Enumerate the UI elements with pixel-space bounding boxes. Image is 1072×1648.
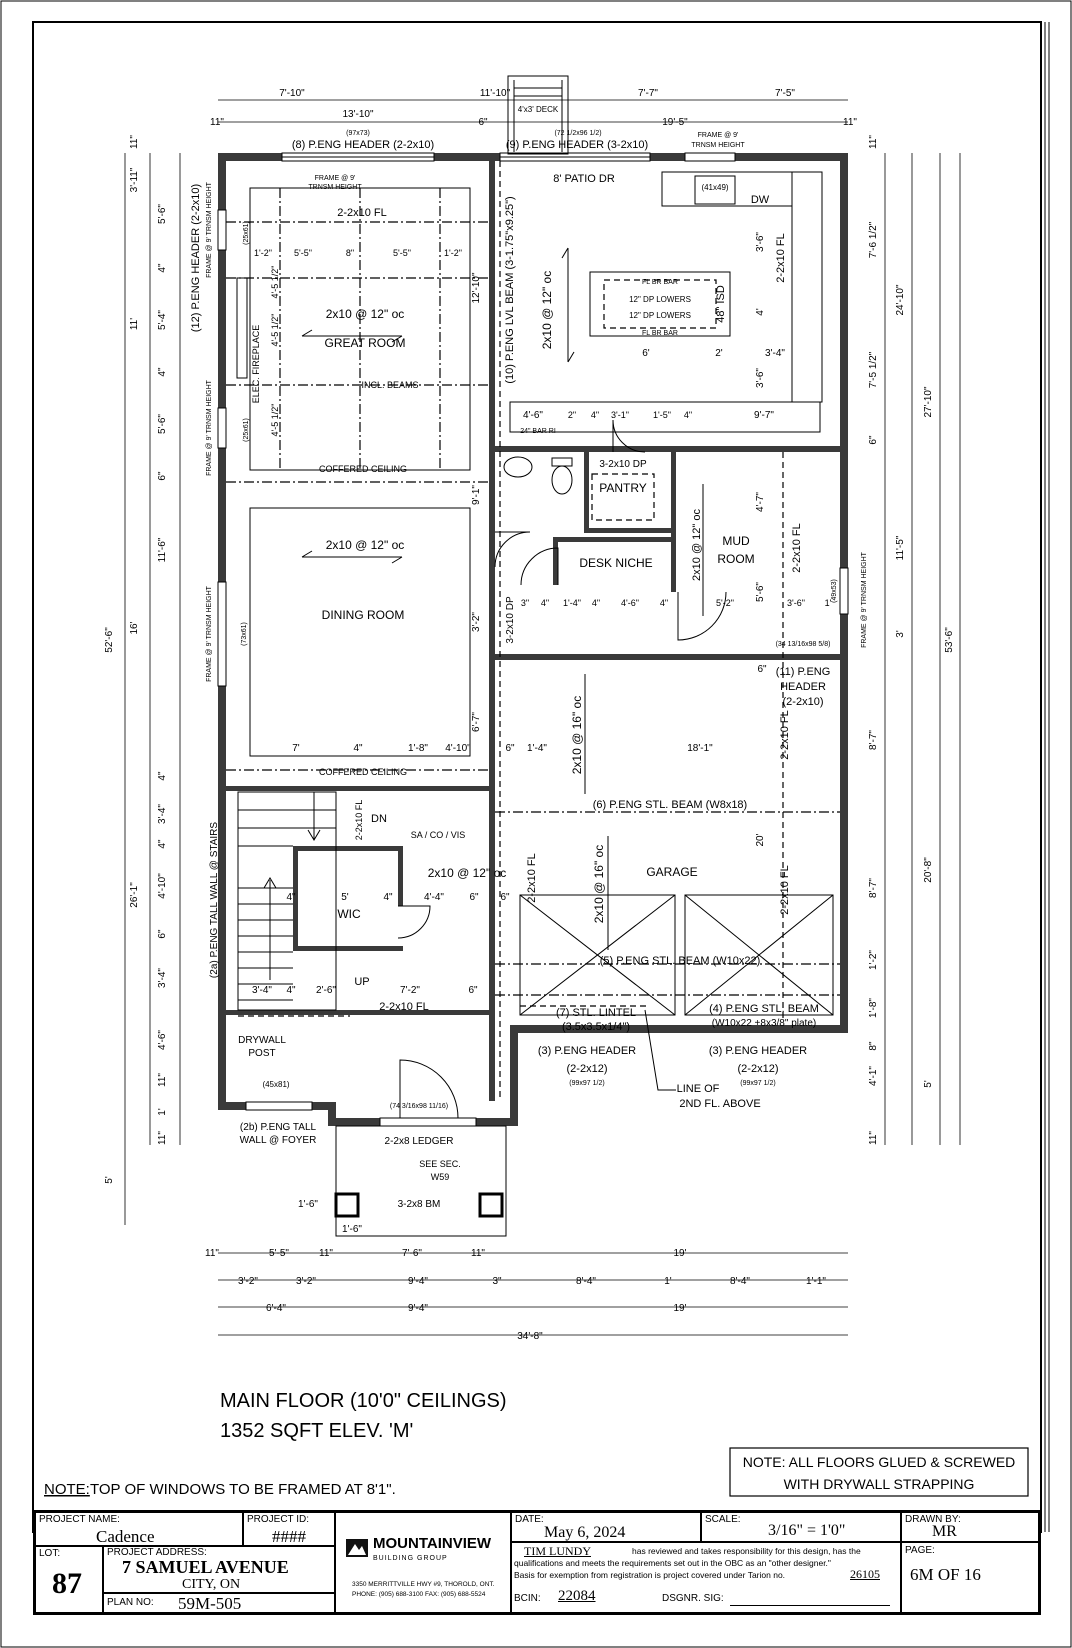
stairs-dim-4a: 4"	[286, 892, 296, 903]
dim-r1-5: 3'	[895, 630, 906, 638]
window-97x73: (97x73)	[346, 130, 370, 137]
room-pantry: PANTRY	[599, 481, 647, 495]
dim-l1-13: 3'-4"	[157, 968, 168, 988]
kit-dim-334: 3'-4"	[765, 348, 785, 359]
header-3a: (3) P.ENG HEADER	[537, 1045, 637, 1057]
dim-l2-3: 26'-1"	[129, 882, 140, 908]
fl-great: 2-2x10 FL	[337, 207, 387, 219]
frame-kit-1: FRAME @ 9'	[697, 132, 739, 139]
note-floors-line2: WITH DRYWALL STRAPPING	[783, 1476, 975, 1492]
deck-label: 4'x3' DECK	[517, 105, 559, 114]
garage-dim-14: 1'-4"	[527, 743, 547, 754]
dim-bot-r3-2: 9'-4"	[408, 1303, 428, 1314]
dn-label: DN	[371, 813, 387, 825]
great-v-3: 4'-5 1/2"	[270, 313, 280, 347]
dining-dim-91: 9'-1"	[471, 485, 482, 505]
header-8-label: (8) P.ENG HEADER (2-2x10)	[291, 139, 435, 151]
note-windows-text: TOP OF WINDOWS TO BE FRAMED AT 8'1".	[90, 1481, 396, 1498]
dim-l2-0: 11"	[129, 135, 140, 149]
bar-row-3: 4"	[590, 410, 600, 420]
tall-wall-foyer-1: (2b) P.ENG TALL	[239, 1122, 317, 1133]
bar-row-6: 4"	[683, 410, 693, 420]
dim-top-r2-5: 11"	[843, 117, 857, 128]
dim-bot-r2-7: 8'-4"	[730, 1276, 750, 1287]
project-id-label: PROJECT ID:	[247, 1514, 310, 1525]
dim-bot-r2-1: 3'-2"	[238, 1276, 258, 1287]
bcin-value: 22084	[558, 1588, 596, 1604]
header-3b-rough: (99x97 1/2)	[740, 1080, 776, 1087]
dim-l1-0: 3'-11"	[129, 167, 140, 193]
drawn-by-cell	[901, 1512, 1039, 1542]
dim-r3-0: 27'-10"	[923, 386, 934, 418]
porch-dim-16a: 1'-6"	[298, 1199, 318, 1210]
isd-label: 48" ISD	[715, 285, 727, 323]
page-label: PAGE:	[905, 1545, 935, 1556]
bm-3-label: 3-2x8 BM	[397, 1199, 441, 1210]
bcin-label: BCIN:	[514, 1593, 541, 1604]
plan-no-label: PLAN NO:	[107, 1597, 154, 1608]
stairs-dim-44: 4'-4"	[424, 892, 444, 903]
room-desk-niche: DESK NICHE	[579, 556, 653, 570]
header-3b-size: (2-2x12)	[737, 1063, 779, 1075]
dim-top-r2-1: 11"	[210, 117, 224, 128]
dim-bot-r1-4: 7'-6"	[402, 1248, 422, 1259]
plan-no: 59M-505	[178, 1594, 242, 1613]
stairs-dim-6b: 6"	[500, 892, 510, 903]
bar-row-1: 4'-6"	[523, 410, 543, 421]
windows	[218, 153, 848, 1126]
great-h-2: 5'-5"	[294, 248, 312, 258]
dim-l1-16: 1'	[157, 1108, 168, 1116]
plan-title-line1: MAIN FLOOR (10'0" CEILINGS)	[220, 1390, 507, 1412]
great-h-3: 8"	[345, 248, 355, 258]
dining-dim-32: 3'-2"	[471, 612, 482, 632]
dim-r1-7: 8'-7"	[868, 878, 879, 898]
company-sub: BUILDING GROUP	[373, 1555, 448, 1562]
dim-r1-12: 11"	[868, 1131, 879, 1145]
great-h-4: 5'-5"	[393, 248, 411, 258]
beam-5-label: (5) P.ENG STL. BEAM (W10x22)	[599, 955, 761, 967]
stairs-dim-5: 5'	[341, 892, 349, 903]
address-label: PROJECT ADDRESS:	[107, 1547, 207, 1558]
project-id-cell	[243, 1512, 335, 1546]
frame-kit-2: TRNSM HEIGHT	[691, 142, 745, 149]
garage-dim-6a: 6"	[505, 743, 515, 754]
dim-l1-12: 6"	[157, 929, 168, 939]
bar-row-5: 1'-5"	[653, 410, 671, 420]
responsibility-2: qualifications and meets the requirements set out in the OBC as an "other designer."	[514, 1558, 831, 1568]
tall-wall-stairs: (2a) P.ENG TALL WALL @ STAIRS	[209, 821, 220, 979]
project-id: ####	[272, 1527, 306, 1546]
dim-l1-2: 4"	[157, 263, 168, 273]
mud-row-5: 4'-6"	[621, 598, 639, 608]
date-value: May 6, 2024	[544, 1524, 626, 1541]
project-name-cell	[35, 1512, 243, 1546]
header-3a-rough: (99x97 1/2)	[569, 1080, 605, 1087]
dim-r1-9: 1'-8"	[868, 998, 879, 1018]
stairs-dim-6c: 6"	[468, 985, 478, 996]
date-label: DATE:	[515, 1514, 544, 1525]
dim-bot-r2-8: 1'-1"	[806, 1276, 826, 1287]
garage-dim-6b: 6"	[757, 664, 767, 675]
drywall-post-2: POST	[248, 1048, 276, 1059]
dim-top-3: 7'-7"	[638, 88, 658, 99]
dim-r1-4: 11'-5"	[895, 535, 906, 561]
fl-mud: 2-2x10 FL	[791, 523, 803, 573]
dining-dim-7: 7'	[292, 743, 300, 754]
porch-dim-16b: 1'-6"	[342, 1224, 362, 1235]
stairs-dim-6a: 6"	[469, 892, 479, 903]
mud-row-2: 4"	[540, 598, 550, 608]
dim-12-10: 12'-10"	[471, 272, 482, 304]
header-12-label: (12) P.ENG HEADER (2-2x10)	[190, 183, 202, 333]
header-3a-size: (2-2x12)	[566, 1063, 608, 1075]
frame-side-1: FRAME @ 9' TRNSM HEIGHT	[206, 182, 213, 278]
drawn-by-value: MR	[932, 1523, 957, 1540]
header-11-a: (11) P.ENG	[775, 666, 831, 678]
dim-l1-14: 4'-6"	[157, 1030, 168, 1050]
stairs-dim-72: 7'-2"	[400, 985, 420, 996]
incl-beams: INCL. BEAMS	[361, 380, 419, 390]
room-mud-1: MUD	[722, 534, 750, 548]
room-wic: WIC	[337, 907, 361, 921]
bar-ri: 24" BAR RI	[520, 428, 556, 435]
dim-l1-4: 4"	[157, 367, 168, 377]
joist-dining: 2x10 @ 12" oc	[325, 538, 405, 552]
dim-bot-r2-6: 1'	[664, 1276, 672, 1287]
frame-top-1: FRAME @ 9'	[314, 175, 356, 182]
responsibility-3: Basis for exemption from registration is project covered under Tarion no.	[514, 1570, 786, 1580]
garage-dim-47: 4'-7"	[755, 492, 766, 512]
coffered-ceilings	[226, 188, 489, 770]
fl-garage-2: 2-2x10 FL	[779, 865, 791, 915]
dim-bot-r1-6: 19'	[673, 1248, 687, 1259]
line-2nd-1: LINE OF	[676, 1083, 720, 1095]
bar-row-2: 2"	[567, 410, 577, 420]
dining-dim-410: 4'-10"	[445, 743, 471, 754]
dim-l1-8: 4"	[157, 771, 168, 781]
fl-stairs: 2-2x10 FL	[379, 1001, 429, 1013]
project-name-label: PROJECT NAME:	[39, 1514, 120, 1525]
dim-top-1: 7'-10"	[279, 88, 305, 99]
joist-garage-1: 2x10 @ 16" oc	[570, 695, 584, 775]
page-value: 6M OF 16	[910, 1565, 981, 1584]
dim-bot-r4-1: 34'-8"	[517, 1331, 543, 1342]
fl-kitchen: 2-2x10 FL	[775, 233, 787, 283]
plan-no-cell	[103, 1593, 335, 1613]
dim-bot-r3-1: 6'-4"	[266, 1303, 286, 1314]
mud-row-1: 3"	[520, 598, 530, 608]
dim-top-r2-3: 6"	[478, 117, 488, 128]
dp-lowers-1: 12" DP LOWERS	[629, 295, 691, 304]
beam-6-label: (6) P.ENG STL. BEAM (W8x18)	[592, 799, 748, 811]
kit-dim-36a: 3'-6"	[755, 232, 766, 252]
company-logo-icon	[346, 1539, 368, 1557]
dim-top-r2-4: 19'-5"	[662, 117, 688, 128]
mud-row-3: 1'-4"	[563, 598, 581, 608]
see-sec-1: SEE SEC.	[419, 1159, 461, 1169]
tall-wall-foyer-2: WALL @ FOYER	[239, 1135, 317, 1146]
stairs-dim-34: 3'-4"	[252, 985, 272, 996]
dim-l2-4: 5'	[104, 1176, 115, 1184]
address: 7 SAMUEL AVENUE	[122, 1557, 289, 1577]
window-41x49: (41x49)	[701, 183, 729, 192]
lintel-7b: (3.5x3.5x1/4")	[561, 1021, 631, 1033]
dim-top-2: 11'-10"	[479, 88, 511, 99]
patio-door-label: 8' PATIO DR	[553, 173, 615, 185]
toilet	[552, 466, 572, 494]
mud-row-4: 4"	[591, 598, 601, 608]
window-74x98: (74 3/16x98 11/16)	[389, 1103, 449, 1110]
dim-r3-1: 53'-6"	[944, 627, 955, 653]
window-49x53: (49x53)	[831, 579, 838, 603]
dim-l3-0: 52'-6"	[104, 627, 115, 653]
designer-name: TIM LUNDY	[524, 1544, 591, 1558]
dp-desk: 3-2x10 DP	[505, 596, 516, 644]
dining-dim-67: 6'-7"	[471, 712, 482, 732]
header-11-b: HEADER	[780, 681, 826, 693]
drawn-by-label: DRAWN BY:	[905, 1514, 961, 1525]
joist-kitchen: 2x10 @ 12" oc	[540, 270, 554, 350]
stairs-dim-4c: 4"	[286, 985, 296, 996]
dim-r2-2: 5'	[923, 1080, 934, 1088]
dim-r1-1: 7'-6 1/2"	[868, 221, 879, 259]
fl-stairs-v: 2-2x10 FL	[354, 799, 364, 841]
garage-dim-20: 20'	[755, 833, 766, 847]
great-h-1: 1'-2"	[254, 248, 272, 258]
dim-bot-r2-5: 8'-4"	[576, 1276, 596, 1287]
fl-br-bar-bot: FL BR BAR	[642, 330, 678, 337]
dim-top-4: 7'-5"	[775, 88, 795, 99]
coffered-1: COFFERED CEILING	[318, 464, 408, 474]
dim-l1-9: 3'-4"	[157, 804, 168, 824]
elec-fireplace: ELEC. FIREPLACE	[251, 324, 261, 404]
page-cell	[901, 1542, 1039, 1613]
company-cell	[335, 1512, 511, 1613]
frame-top-2: TRNSM HEIGHT	[308, 184, 362, 191]
kit-dim-36b: 3'-6"	[755, 368, 766, 388]
scale-label: SCALE:	[705, 1514, 741, 1525]
header-9-label: (9) P.ENG HEADER (3-2x10)	[505, 139, 649, 151]
dim-bot-r3-3: 19'	[673, 1303, 687, 1314]
dim-bot-r2-2: 3'-2"	[296, 1276, 316, 1287]
dim-l1-5: 5'-6"	[157, 414, 168, 434]
scale-value: 3/16" = 1'0"	[768, 1522, 846, 1539]
dim-r1-6: 8'-7"	[868, 730, 879, 750]
dim-l2-2: 16'	[129, 621, 140, 635]
frame-side-2: FRAME @ 9' TRNSM HEIGHT	[206, 380, 213, 476]
room-dining: DINING ROOM	[321, 608, 405, 622]
joist-stairs: 2x10 @ 12" oc	[427, 866, 507, 880]
coffered-2: COFFERED CEILING	[318, 767, 408, 777]
note-floors-line1: NOTE: ALL FLOORS GLUED & SCREWED	[742, 1454, 1016, 1470]
dim-l2-1: 11'	[129, 317, 140, 331]
company-phone: PHONE: (905) 688-3100 FAX: (905) 688-5524	[352, 1591, 486, 1598]
room-mud-2: ROOM	[717, 552, 755, 566]
dim-l1-15: 11"	[157, 1073, 168, 1087]
dsgnr-sig-label: DSGNR. SIG:	[662, 1593, 724, 1604]
dim-bot-r1-2: 5'-5"	[269, 1248, 289, 1259]
lot-label: LOT:	[39, 1548, 61, 1559]
lot-cell	[35, 1546, 103, 1613]
header-3b: (3) P.ENG HEADER	[708, 1045, 808, 1057]
window-25x61-b: (25x61)	[243, 418, 250, 442]
window-34x98: (34 13/16x98 5/8)	[775, 641, 831, 648]
dim-r1-3: 6"	[868, 435, 879, 445]
beam-4a: (4) P.ENG STL. BEAM	[709, 1003, 819, 1015]
window-45x81: (45x81)	[262, 1080, 290, 1089]
beam-4b: (W10x22 +8x3/8" plate)	[711, 1018, 817, 1029]
dim-r1-11: 4'-1"	[868, 1066, 879, 1086]
dim-r1-8: 1'-2"	[868, 950, 879, 970]
dim-bot-r1-1: 11"	[205, 1248, 219, 1259]
fl-br-bar-top: FL BR BAR	[642, 279, 678, 286]
dim-r1-2: 7'-5 1/2"	[868, 351, 879, 389]
mud-row-7: 5'-2"	[716, 598, 734, 608]
room-garage: GARAGE	[646, 865, 698, 879]
project-name: Cadence	[96, 1527, 155, 1546]
dp-pantry: 3-2x10 DP	[599, 459, 647, 470]
exterior-walls	[218, 153, 848, 1126]
dim-bot-r2-4: 3"	[492, 1276, 502, 1287]
up-label: UP	[354, 976, 370, 988]
powder-room-sink	[504, 457, 532, 477]
responsibility-1: has reviewed and takes responsibility for this design, has the	[632, 1546, 861, 1556]
dim-l1-11: 4'-10"	[157, 873, 168, 899]
title-block	[33, 1510, 1041, 1615]
lintel-7a: (7) STL. LINTEL	[555, 1007, 637, 1019]
dw-label: DW	[750, 194, 770, 206]
stairs-dim-4b: 4"	[383, 892, 393, 903]
see-sec-2: W59	[430, 1172, 450, 1182]
window-73x61: (73x61)	[241, 622, 248, 646]
satco-label: SA / CO / VIS	[410, 830, 466, 840]
responsibility-cell	[511, 1542, 901, 1613]
joist-mud: 2x10 @ 12" oc	[691, 509, 703, 581]
dim-r1-10: 8"	[868, 1041, 879, 1051]
dim-l1-3: 5'-4"	[157, 310, 168, 330]
dp-lowers-2: 12" DP LOWERS	[629, 311, 691, 320]
joist-garage-2: 2x10 @ 16" oc	[592, 844, 606, 924]
line-2nd-2: 2ND FL. ABOVE	[679, 1098, 761, 1110]
drawing-border	[33, 22, 1041, 1532]
dim-r2-1: 20'-8"	[923, 857, 934, 883]
dim-r2-0: 24'-10"	[895, 284, 906, 316]
company-address: 3350 MERRITTVILLE HWY #9, THOROLD, ONT.	[352, 1581, 495, 1588]
signature-line	[730, 1605, 890, 1606]
header-11-c: (2-2x10)	[782, 696, 824, 708]
frame-side-3: FRAME @ 9' TRNSM HEIGHT	[206, 586, 213, 682]
bar-row-4: 3'-1"	[611, 410, 629, 420]
room-great: GREAT ROOM	[324, 336, 406, 350]
kit-dim-97: 9'-7"	[754, 410, 774, 421]
kit-dim-2: 2'	[715, 348, 723, 359]
fl-garage-1: 2-2x10 FL	[779, 710, 791, 760]
ledger-label: 2-2x8 LEDGER	[384, 1136, 454, 1147]
joist-great: 2x10 @ 12" oc	[325, 307, 405, 321]
company-name: MOUNTAINVIEW	[373, 1535, 492, 1552]
dim-l1-7: 11'-6"	[157, 537, 168, 563]
note-windows-prefix: NOTE:	[44, 1481, 90, 1498]
lvl-beam-10: (10) P.ENG LVL BEAM (3-1.75"x9.25")	[504, 196, 516, 384]
dim-l1-1: 5'-6"	[157, 204, 168, 224]
frame-side-4: FRAME @ 9' TRNSM HEIGHT	[861, 552, 868, 648]
address-cell	[103, 1546, 335, 1593]
dining-dim-4: 4"	[353, 743, 363, 754]
dim-l1-10: 4"	[157, 839, 168, 849]
dim-top-r2-2: 13'-10"	[342, 109, 374, 120]
mud-row-8: 3'-6"	[787, 598, 805, 608]
great-v-1: 4'-5 1/2"	[270, 265, 280, 299]
great-v-5: 4'-5 1/2"	[270, 403, 280, 437]
fl-garage-3: 2-2x10 FL	[526, 853, 538, 903]
city: CITY, ON	[182, 1577, 241, 1592]
mud-row-6: 4"	[659, 598, 669, 608]
garage-dim-56: 5'-6"	[755, 582, 766, 602]
lot-number: 87	[52, 1567, 82, 1600]
garage-dim-181: 18'-1"	[687, 743, 713, 754]
dim-bot-r1-3: 11"	[319, 1248, 333, 1259]
scale-cell	[701, 1512, 901, 1542]
dining-dim-18: 1'-8"	[408, 743, 428, 754]
dim-l1-17: 11"	[157, 1131, 168, 1145]
date-cell	[511, 1512, 701, 1542]
window-25x61-a: (25x61)	[243, 221, 250, 245]
dim-r1-0: 11"	[868, 135, 879, 149]
great-h-5: 1'-2"	[444, 248, 462, 258]
dim-bot-r2-3: 9'-4"	[408, 1276, 428, 1287]
tarion-number: 26105	[850, 1567, 880, 1581]
window-72x96: (72 1/2x96 1/2)	[554, 130, 602, 137]
dim-bot-r1-5: 11"	[471, 1248, 485, 1259]
plan-title-line2: 1352 SQFT ELEV. 'M'	[220, 1420, 414, 1442]
mud-row-9: 1'	[824, 598, 832, 608]
dim-l1-6: 6"	[157, 471, 168, 481]
drywall-post-1: DRYWALL	[238, 1035, 286, 1046]
stairs-dim-26: 2'-6"	[316, 985, 336, 996]
kit-dim-4: 4'	[755, 308, 766, 316]
kit-dim-6: 6'	[642, 348, 650, 359]
